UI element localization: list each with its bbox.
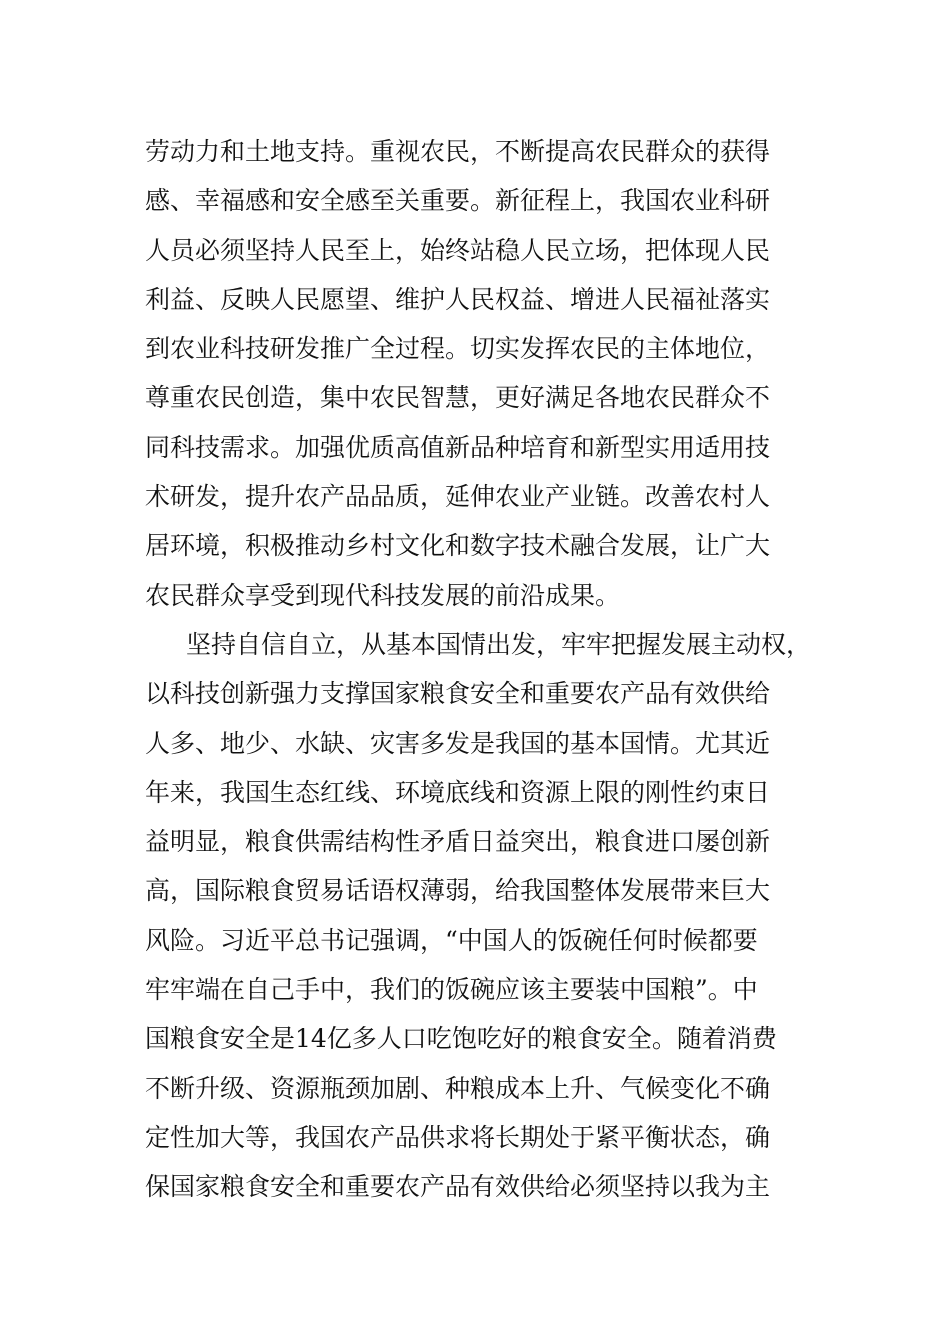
text-line: 人多、地少、水缺、灾害多发是我国的基本国情。尤其近	[145, 728, 771, 758]
text-line: 高，国际粮食贸易话语权薄弱，给我国整体发展带来巨大	[145, 876, 771, 906]
text-line: 术研发，提升农产品品质，延伸农业产业链。改善农村人	[145, 482, 771, 512]
text-line: 保国家粮食安全和重要农产品有效供给必须坚持以我为主	[145, 1172, 771, 1202]
text-line: 同科技需求。加强优质高值新品种培育和新型实用适用技	[145, 432, 771, 462]
text-line: 感、幸福感和安全感至关重要。新征程上，我国农业科研	[145, 186, 771, 216]
text-line: 尊重农民创造，集中农民智慧，更好满足各地农民群众不	[145, 383, 771, 413]
text-line: 年来，我国生态红线、环境底线和资源上限的刚性约束日	[145, 777, 771, 807]
text-line: 到农业科技研发推广全过程。切实发挥农民的主体地位，	[145, 334, 771, 364]
paragraph-first-line: 坚持自信自立，从基本国情出发，牢牢把握发展主动权，	[186, 629, 812, 659]
text-line: 居环境，积极推动乡村文化和数字技术融合发展，让广大	[145, 531, 771, 561]
text-line: 风险。习近平总书记强调，“中国人的饭碗任何时候都要	[145, 925, 758, 955]
text-line: 以科技创新强力支撑国家粮食安全和重要农产品有效供给	[145, 679, 771, 709]
body-text	[145, 127, 825, 1212]
text-line: 人员必须坚持人民至上，始终站稳人民立场，把体现人民	[145, 235, 771, 265]
text-line: 国粮食安全是14亿多人口吃饱吃好的粮食安全。随着消费	[145, 1024, 777, 1054]
text-line: 农民群众享受到现代科技发展的前沿成果。	[145, 580, 621, 610]
text-line: 利益、反映人民愿望、维护人民权益、增进人民福祉落实	[145, 284, 771, 314]
text-line: 定性加大等，我国农产品供求将长期处于紧平衡状态，确	[145, 1122, 771, 1152]
text-line: 劳动力和土地支持。重视农民，不断提高农民群众的获得	[145, 137, 771, 166]
text-line: 益明显，粮食供需结构性矛盾日益突出，粮食进口屡创新	[145, 827, 771, 857]
text-line: 牢牢端在自己手中，我们的饭碗应该主要装中国粮”。中	[145, 975, 758, 1005]
text-line: 不断升级、资源瓶颈加剧、种粮成本上升、气候变化不确	[145, 1073, 771, 1103]
